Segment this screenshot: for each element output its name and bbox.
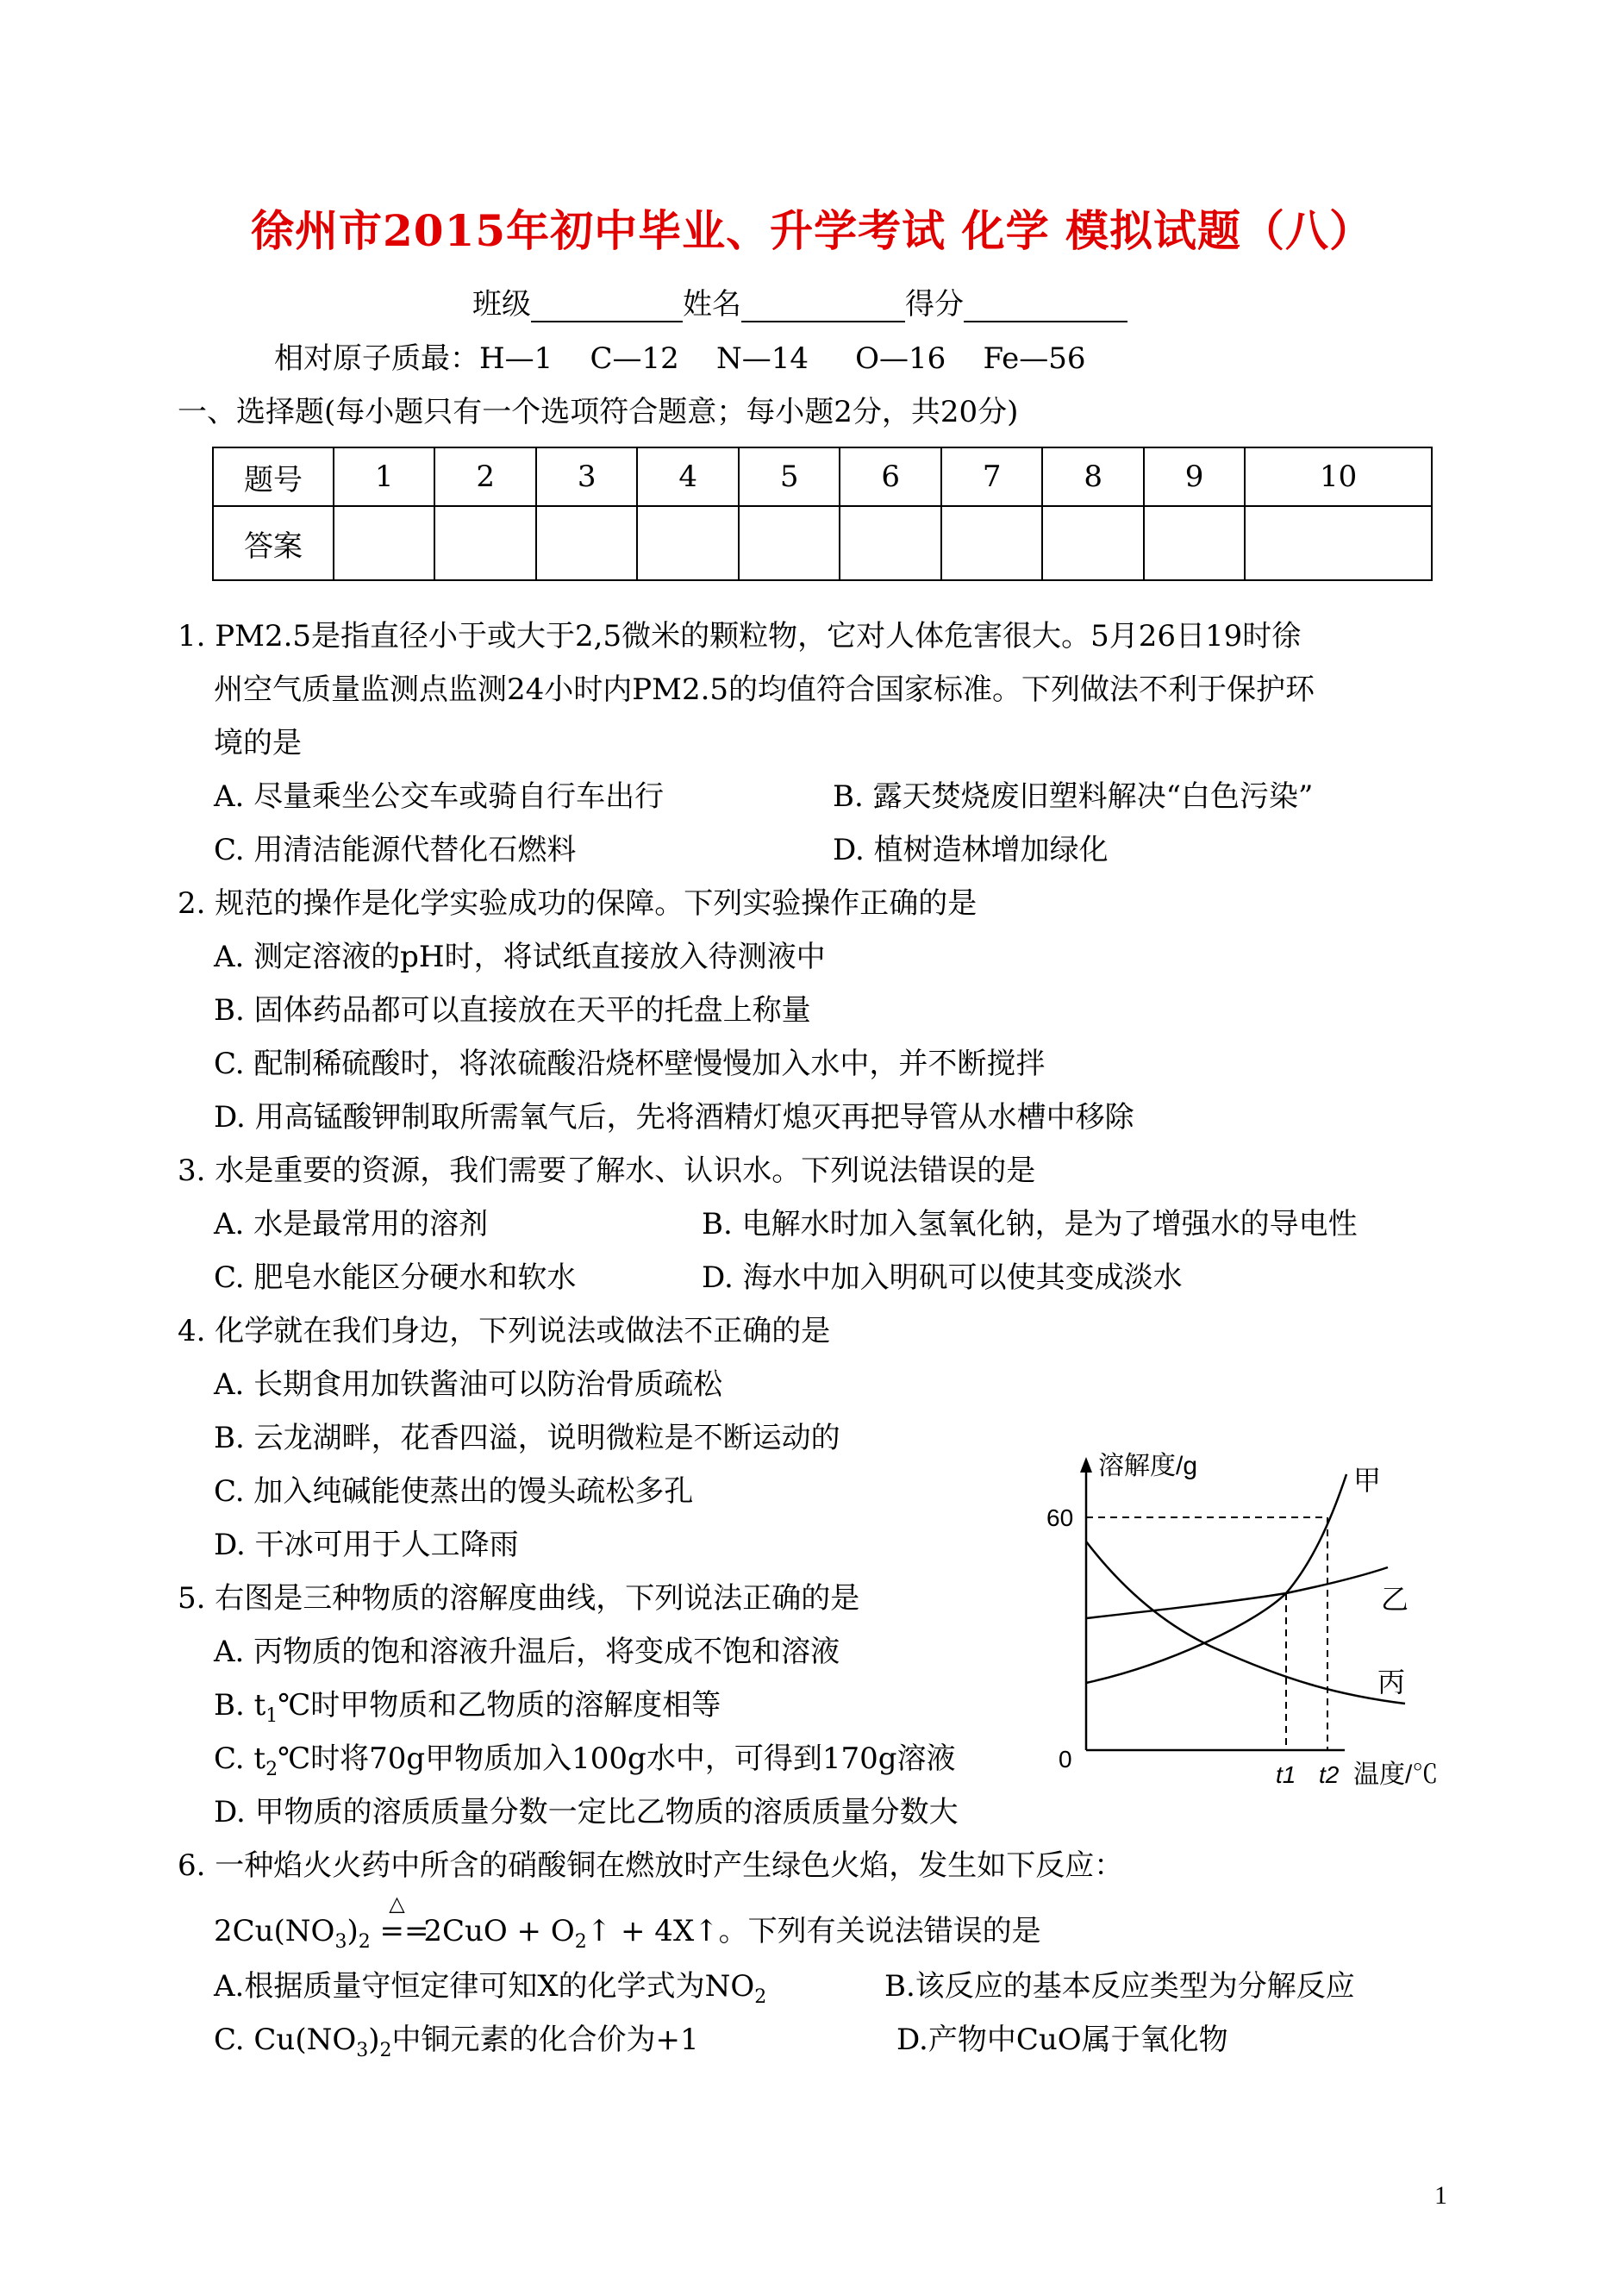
y-axis-arrow <box>1080 1457 1092 1473</box>
name-label: 姓名 <box>683 287 741 322</box>
answer-cell[interactable] <box>1042 506 1143 580</box>
q5-option-b: B. $t_1℃$时甲物质和乙物质的溶解度相等 <box>214 1688 721 1727</box>
q1-line2: 州空气质量监测点监测24小时内PM2.5的均值符合国家标准。下列做法不利于保护环 <box>214 672 1315 707</box>
q4-option-d: D. 干冰可用于人工降雨 <box>214 1528 519 1562</box>
q1-option-a: A. 尽量乘坐公交车或骑自行车出行 <box>214 779 665 814</box>
x-axis-label: 温度/℃ <box>1353 1760 1439 1789</box>
answer-cell[interactable] <box>1245 506 1432 580</box>
heat-arrow: △ == <box>379 1892 429 1948</box>
y-axis-label: 溶解度/g <box>1098 1452 1198 1480</box>
name-blank <box>741 295 905 322</box>
page-title: 徐州市2015年初中毕业、升学考试 化学 模拟试题（八） <box>251 205 1373 256</box>
table-row <box>213 506 1432 580</box>
table-cell: 2 <box>434 447 535 506</box>
answer-cell[interactable] <box>941 506 1042 580</box>
class-label: 班级 <box>472 287 531 322</box>
answer-table <box>212 447 1433 581</box>
q3-option-a: A. 水是最常用的溶剂 <box>214 1207 489 1241</box>
page-number: 1 <box>1434 2181 1447 2210</box>
q2-option-c: C. 配制稀硫酸时，将浓硫酸沿烧杯壁慢慢加入水中，并不断搅拌 <box>214 1047 1046 1081</box>
q1-line1: 1. PM2.5是指直径小于或大于2,5微米的颗粒物，它对人体危害很大。5月26日19时徐 <box>178 619 1302 653</box>
table-cell: 7 <box>941 447 1042 506</box>
answer-cell[interactable] <box>536 506 637 580</box>
solubility-chart <box>1026 1448 1491 1793</box>
q6-stem: 6. 一种焰火火药中所含的硝酸铜在燃放时产生绿色火焰，发生如下反应： <box>178 1848 1124 1883</box>
table-cell: 6 <box>840 447 940 506</box>
q4-option-a: A. 长期食用加铁酱油可以防治骨质疏松 <box>214 1367 723 1402</box>
q5-option-c: C. $t_2℃$时将70g甲物质加入100g水中，可得到170g溶液 <box>214 1742 956 1780</box>
atomic-masses: 相对原子质最：H—1 C—12 N—14 O—16 Fe—56 <box>274 341 1086 376</box>
table-cell: 10 <box>1245 447 1432 506</box>
table-cell: 8 <box>1042 447 1143 506</box>
q6-option-a: A.根据质量守恒定律可知X的化学式为$NO_2$ <box>214 1969 767 2008</box>
table-header-label: 题号 <box>213 447 334 506</box>
q2-option-a: A. 测定溶液的pH时，将试纸直接放入待测液中 <box>214 940 826 974</box>
q1-line3: 境的是 <box>214 726 302 760</box>
x-tick-t1: t1 <box>1276 1761 1296 1788</box>
q4-option-b: B. 云龙湖畔，花香四溢，说明微粒是不断运动的 <box>214 1421 840 1455</box>
series-label-bing: 丙 <box>1377 1667 1406 1698</box>
origin-label: 0 <box>1059 1746 1072 1773</box>
table-cell: 4 <box>637 447 738 506</box>
table-row <box>213 447 1432 506</box>
student-info-line <box>472 280 1127 322</box>
class-blank <box>531 295 683 322</box>
q4-option-c: C. 加入纯碱能使蒸出的馒头疏松多孔 <box>214 1474 694 1509</box>
q3-option-c: C. 肥皂水能区分硬水和软水 <box>214 1260 577 1295</box>
q4-stem: 4. 化学就在我们身边，下列说法或做法不正确的是 <box>178 1314 831 1348</box>
series-label-yi: 乙 <box>1381 1584 1409 1615</box>
table-cell: 5 <box>739 447 840 506</box>
q5-option-d: D. 甲物质的溶质质量分数一定比乙物质的溶质质量分数大 <box>214 1795 959 1829</box>
q5-option-a: A. 丙物质的饱和溶液升温后，将变成不饱和溶液 <box>214 1635 840 1669</box>
table-answer-label: 答案 <box>213 506 334 580</box>
answer-cell[interactable] <box>1144 506 1245 580</box>
score-label: 得分 <box>905 287 964 322</box>
answer-cell[interactable] <box>840 506 940 580</box>
q6-equation: $2Cu(NO_3)_2$ △ == $2CuO + O_2↑$ + 4X↑。下列有关说法错误的是 <box>214 1892 1041 1953</box>
q3-stem: 3. 水是重要的资源，我们需要了解水、认识水。下列说法错误的是 <box>178 1154 1036 1188</box>
q2-stem: 2. 规范的操作是化学实验成功的保障。下列实验操作正确的是 <box>178 886 978 921</box>
y-tick-60: 60 <box>1046 1504 1074 1531</box>
answer-cell[interactable] <box>739 506 840 580</box>
q1-option-b: B. 露天焚烧废旧塑料解决“白色污染” <box>833 779 1314 814</box>
q6-option-c: C. $Cu(NO_3)_2$中铜元素的化合价为+1 <box>214 2023 699 2061</box>
table-cell: 3 <box>536 447 637 506</box>
q6-option-d: D.产物中CuO属于氧化物 <box>896 2023 1228 2057</box>
x-tick-t2: t2 <box>1319 1761 1340 1788</box>
curve-jia <box>1086 1474 1346 1683</box>
q1-option-d: D. 植树造林增加绿化 <box>833 833 1109 867</box>
table-cell: 9 <box>1144 447 1245 506</box>
section-heading: 一、选择题(每小题只有一个选项符合题意；每小题2分，共20分) <box>178 395 1019 429</box>
answer-cell[interactable] <box>434 506 535 580</box>
q2-option-d: D. 用高锰酸钾制取所需氧气后，先将酒精灯熄灭再把导管从水槽中移除 <box>214 1100 1134 1135</box>
q1-option-c: C. 用清洁能源代替化石燃料 <box>214 833 577 867</box>
score-blank <box>964 295 1127 322</box>
answer-cell[interactable] <box>637 506 738 580</box>
q5-stem: 5. 右图是三种物质的溶解度曲线，下列说法正确的是 <box>178 1581 860 1616</box>
q6-option-b: B.该反应的基本反应类型为分解反应 <box>884 1969 1355 2004</box>
q3-option-d: D. 海水中加入明矾可以使其变成淡水 <box>702 1260 1183 1295</box>
table-cell: 1 <box>334 447 434 506</box>
q2-option-b: B. 固体药品都可以直接放在天平的托盘上称量 <box>214 993 811 1028</box>
series-label-jia: 甲 <box>1353 1465 1382 1496</box>
q3-option-b: B. 电解水时加入氢氧化钠，是为了增强水的导电性 <box>702 1207 1358 1241</box>
answer-cell[interactable] <box>334 506 434 580</box>
